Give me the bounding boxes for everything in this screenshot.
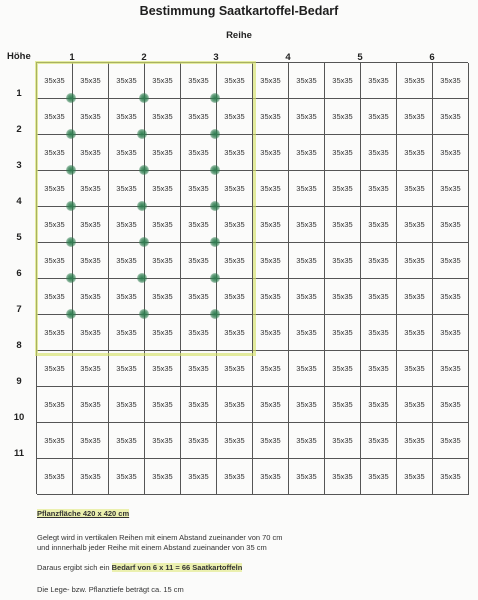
grid-cell: 35x35 (253, 63, 289, 99)
grid-cell: 35x35 (433, 207, 469, 243)
grid-cell: 35x35 (433, 171, 469, 207)
grid-cell: 35x35 (361, 351, 397, 387)
grid-cell: 35x35 (361, 135, 397, 171)
row-number: 5 (16, 232, 22, 243)
grid-cell: 35x35 (217, 207, 253, 243)
row-number: 11 (13, 448, 25, 459)
grid-cell: 35x35 (253, 459, 289, 495)
grid-cell: 35x35 (217, 351, 253, 387)
grid-cell: 35x35 (145, 243, 181, 279)
grid-cell: 35x35 (109, 279, 145, 315)
grid-cell: 35x35 (397, 459, 433, 495)
grid-cell: 35x35 (325, 387, 361, 423)
grid-cell: 35x35 (433, 459, 469, 495)
grid-cell: 35x35 (181, 315, 217, 351)
grid-cell: 35x35 (181, 99, 217, 135)
grid-cell: 35x35 (109, 99, 145, 135)
grid-cell: 35x35 (433, 135, 469, 171)
grid-cell: 35x35 (37, 171, 73, 207)
grid-cell: 35x35 (73, 135, 109, 171)
grid-cell: 35x35 (145, 315, 181, 351)
grid-cell: 35x35 (397, 423, 433, 459)
grid-cell: 35x35 (289, 387, 325, 423)
grid-cell: 35x35 (289, 99, 325, 135)
column-number: 2 (141, 52, 147, 63)
grid-cell: 35x35 (361, 243, 397, 279)
notes-line-2: und innnerhalb jeder Reihe mit einem Abstand zueinander von 35 cm (37, 543, 267, 552)
column-number: 4 (285, 52, 291, 63)
grid-cell: 35x35 (217, 387, 253, 423)
grid-cell: 35x35 (109, 135, 145, 171)
grid-cell: 35x35 (289, 315, 325, 351)
grid-cell: 35x35 (433, 387, 469, 423)
grid-cell: 35x35 (361, 279, 397, 315)
grid-cell: 35x35 (397, 243, 433, 279)
grid-cell: 35x35 (361, 63, 397, 99)
grid-cell: 35x35 (37, 63, 73, 99)
grid-cell: 35x35 (397, 351, 433, 387)
grid-cell: 35x35 (145, 99, 181, 135)
notes-line-4: Die Lege- bzw. Pflanztiefe beträgt ca. 15 cm (37, 585, 184, 594)
grid-cell: 35x35 (397, 135, 433, 171)
grid-cell: 35x35 (289, 279, 325, 315)
grid-cell: 35x35 (289, 63, 325, 99)
grid-cell: 35x35 (181, 423, 217, 459)
grid-cell: 35x35 (109, 171, 145, 207)
grid-cell: 35x35 (289, 423, 325, 459)
grid-cell: 35x35 (181, 351, 217, 387)
grid-cell: 35x35 (145, 171, 181, 207)
grid-cell: 35x35 (325, 99, 361, 135)
grid-cell: 35x35 (361, 315, 397, 351)
grid-cell: 35x35 (433, 351, 469, 387)
grid-cell: 35x35 (289, 351, 325, 387)
grid-cell: 35x35 (73, 99, 109, 135)
row-number: 2 (16, 124, 22, 135)
grid-cell: 35x35 (73, 279, 109, 315)
grid-cell: 35x35 (253, 99, 289, 135)
grid-cell: 35x35 (433, 315, 469, 351)
grid-cell: 35x35 (37, 423, 73, 459)
grid-cell: 35x35 (145, 351, 181, 387)
grid-cell: 35x35 (181, 171, 217, 207)
column-axis-label: Reihe (226, 30, 252, 41)
grid-cell: 35x35 (217, 63, 253, 99)
grid-cell: 35x35 (361, 99, 397, 135)
grid-cell: 35x35 (253, 135, 289, 171)
grid-cell: 35x35 (217, 171, 253, 207)
grid-cell: 35x35 (253, 315, 289, 351)
grid-cell: 35x35 (325, 135, 361, 171)
grid-cell: 35x35 (253, 279, 289, 315)
row-number: 6 (16, 268, 22, 279)
row-number: 9 (16, 376, 22, 387)
grid-cell: 35x35 (253, 423, 289, 459)
grid-cell: 35x35 (325, 207, 361, 243)
row-number: 7 (16, 304, 22, 315)
grid-cell: 35x35 (181, 135, 217, 171)
row-number: 8 (16, 340, 22, 351)
grid-cell: 35x35 (253, 171, 289, 207)
grid-cell: 35x35 (325, 171, 361, 207)
grid-cell: 35x35 (289, 459, 325, 495)
column-number: 3 (213, 52, 219, 63)
row-number: 4 (16, 196, 22, 207)
grid-cell: 35x35 (73, 171, 109, 207)
grid-cell: 35x35 (433, 63, 469, 99)
grid-cell: 35x35 (73, 387, 109, 423)
grid-cell: 35x35 (145, 135, 181, 171)
grid-cell: 35x35 (73, 459, 109, 495)
grid-cell: 35x35 (433, 423, 469, 459)
grid-cell: 35x35 (109, 387, 145, 423)
grid-cell: 35x35 (217, 279, 253, 315)
grid-cell: 35x35 (109, 351, 145, 387)
grid-cell: 35x35 (181, 387, 217, 423)
grid-cell: 35x35 (361, 459, 397, 495)
column-number: 6 (429, 52, 435, 63)
grid-cell: 35x35 (325, 315, 361, 351)
notes-line-3-prefix: Daraus ergibt sich ein (37, 563, 112, 572)
grid-cell: 35x35 (73, 315, 109, 351)
grid-cell: 35x35 (73, 351, 109, 387)
notes-heading (37, 509, 129, 518)
grid-cell: 35x35 (37, 387, 73, 423)
grid-cell: 35x35 (37, 315, 73, 351)
column-number: 5 (357, 52, 363, 63)
grid-cell: 35x35 (397, 171, 433, 207)
grid-cell: 35x35 (73, 243, 109, 279)
grid-cell: 35x35 (325, 63, 361, 99)
grid-cell: 35x35 (217, 315, 253, 351)
grid-cell: 35x35 (397, 315, 433, 351)
notes-line-1: Gelegt wird in vertikalen Reihen mit einem Abstand zueinander von 70 cm (37, 533, 283, 542)
grid-cell: 35x35 (361, 423, 397, 459)
notes-heading-text: Pflanzfläche 420 x 420 cm (37, 509, 130, 518)
grid-cell: 35x35 (325, 351, 361, 387)
grid-cell: 35x35 (325, 423, 361, 459)
grid-cell: 35x35 (289, 135, 325, 171)
grid-cell: 35x35 (37, 243, 73, 279)
grid-cell: 35x35 (361, 387, 397, 423)
column-number: 1 (69, 52, 75, 63)
grid-cell: 35x35 (217, 423, 253, 459)
row-number: 1 (16, 88, 22, 99)
grid-cell: 35x35 (37, 207, 73, 243)
grid-cell: 35x35 (145, 63, 181, 99)
grid-cell: 35x35 (181, 459, 217, 495)
grid-cell: 35x35 (433, 243, 469, 279)
grid-cell: 35x35 (109, 423, 145, 459)
grid-cell: 35x35 (37, 135, 73, 171)
grid-cell: 35x35 (289, 171, 325, 207)
grid-cell: 35x35 (145, 459, 181, 495)
grid-cell: 35x35 (217, 459, 253, 495)
grid-cell: 35x35 (361, 171, 397, 207)
grid-cell: 35x35 (73, 423, 109, 459)
notes-line-3 (37, 563, 242, 572)
grid-cell: 35x35 (145, 279, 181, 315)
grid-cell: 35x35 (73, 63, 109, 99)
grid-cell: 35x35 (289, 207, 325, 243)
grid-cell: 35x35 (397, 279, 433, 315)
row-axis-label: Höhe (7, 51, 31, 62)
grid-cell: 35x35 (253, 351, 289, 387)
planting-grid (36, 62, 468, 494)
grid-cell: 35x35 (181, 279, 217, 315)
row-number: 10 (13, 412, 25, 423)
grid-cell: 35x35 (37, 351, 73, 387)
grid-cell: 35x35 (325, 459, 361, 495)
grid-cell: 35x35 (181, 63, 217, 99)
grid-cell: 35x35 (217, 243, 253, 279)
grid-cell: 35x35 (361, 207, 397, 243)
row-number: 3 (16, 160, 22, 171)
grid-cell: 35x35 (181, 243, 217, 279)
grid-cell: 35x35 (109, 459, 145, 495)
grid-cell: 35x35 (433, 99, 469, 135)
grid-cell: 35x35 (37, 99, 73, 135)
grid-cell: 35x35 (181, 207, 217, 243)
grid-cell: 35x35 (145, 207, 181, 243)
grid-cell: 35x35 (397, 63, 433, 99)
grid-cell: 35x35 (433, 279, 469, 315)
grid-cell: 35x35 (217, 99, 253, 135)
grid-cell: 35x35 (325, 279, 361, 315)
grid-cell: 35x35 (325, 243, 361, 279)
seed-potato-requirement: Bedarf von 6 x 11 = 66 Saatkartoffeln (111, 563, 243, 572)
grid-cell: 35x35 (217, 135, 253, 171)
grid-cell: 35x35 (253, 243, 289, 279)
grid-cell: 35x35 (37, 279, 73, 315)
grid-cell: 35x35 (397, 99, 433, 135)
grid-cell: 35x35 (397, 207, 433, 243)
grid-cell: 35x35 (109, 315, 145, 351)
grid-cell: 35x35 (145, 387, 181, 423)
page-title: Bestimmung Saatkartoffel-Bedarf (139, 4, 339, 18)
grid-cell: 35x35 (397, 387, 433, 423)
grid-cell: 35x35 (145, 423, 181, 459)
grid-cell: 35x35 (109, 243, 145, 279)
grid-cell: 35x35 (253, 387, 289, 423)
grid-cell: 35x35 (37, 459, 73, 495)
grid-cell: 35x35 (253, 207, 289, 243)
grid-cell: 35x35 (289, 243, 325, 279)
grid-cell: 35x35 (73, 207, 109, 243)
grid-cell: 35x35 (109, 63, 145, 99)
grid-cell: 35x35 (109, 207, 145, 243)
